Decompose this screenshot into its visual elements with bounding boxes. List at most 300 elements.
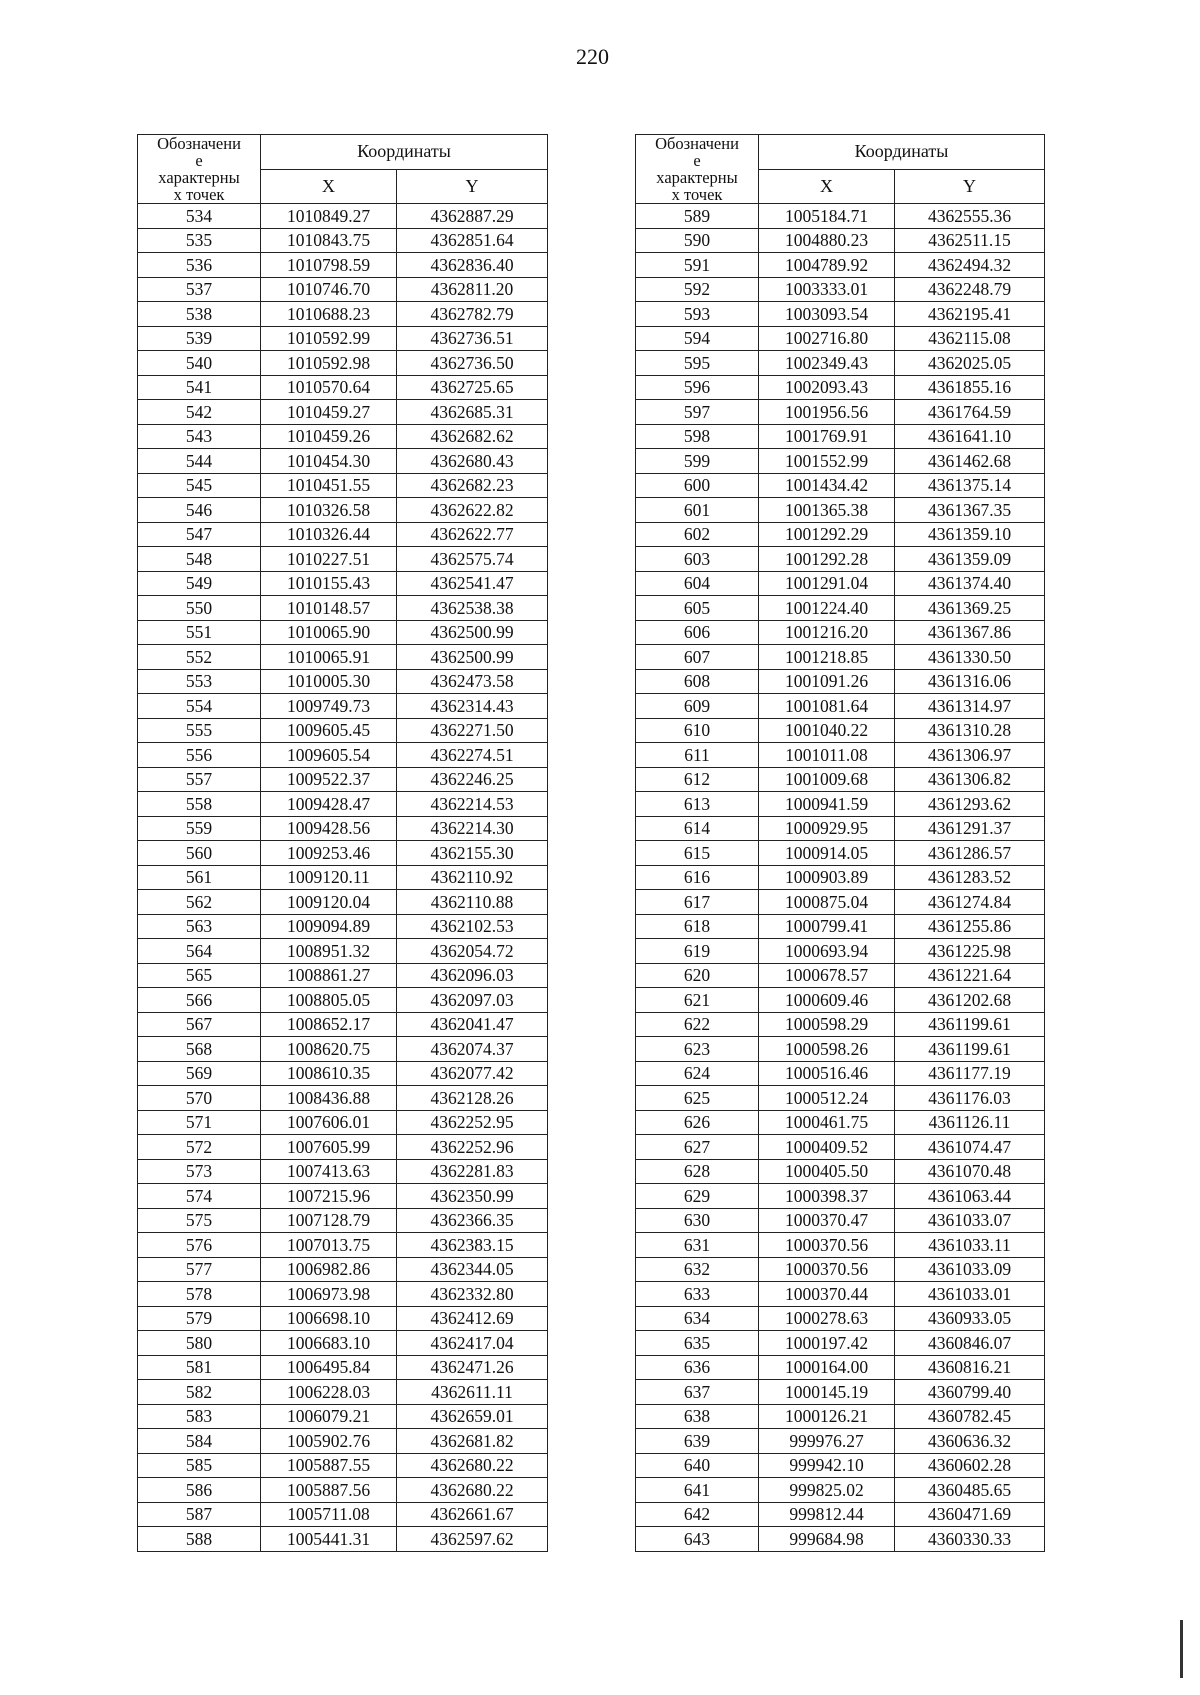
table-row: [138, 1355, 548, 1380]
table-row: [138, 1086, 548, 1111]
point-number-cell: 612: [636, 767, 759, 792]
point-number-cell: 592: [636, 277, 759, 302]
table-row: [636, 620, 1045, 645]
y-coordinate-cell: 4361202.68: [895, 988, 1045, 1013]
x-coordinate-cell: 1010688.23: [261, 302, 397, 327]
y-coordinate-cell: 4360485.65: [895, 1478, 1045, 1503]
x-coordinate-cell: 1000512.24: [759, 1086, 895, 1111]
table-row: [138, 1012, 548, 1037]
y-coordinate-cell: 4361126.11: [895, 1110, 1045, 1135]
point-number-cell: 552: [138, 645, 261, 670]
table-row: [138, 375, 548, 400]
y-coordinate-cell: 4362271.50: [397, 718, 548, 743]
y-coordinate-cell: 4360846.07: [895, 1331, 1045, 1356]
point-number-cell: 595: [636, 351, 759, 376]
coordinates-table-left-body: [138, 204, 548, 1552]
point-number-cell: 560: [138, 841, 261, 866]
y-coordinate-cell: 4362511.15: [895, 228, 1045, 253]
y-coordinate-cell: 4361177.19: [895, 1061, 1045, 1086]
y-coordinate-cell: 4362500.99: [397, 620, 548, 645]
point-number-cell: 538: [138, 302, 261, 327]
point-number-cell: 555: [138, 718, 261, 743]
x-coordinate-cell: 1009094.89: [261, 914, 397, 939]
point-number-cell: 547: [138, 522, 261, 547]
y-coordinate-cell: 4362350.99: [397, 1184, 548, 1209]
table-row: [636, 522, 1045, 547]
table-row: [636, 963, 1045, 988]
x-coordinate-cell: 1010454.30: [261, 449, 397, 474]
y-coordinate-cell: 4361255.86: [895, 914, 1045, 939]
y-coordinate-cell: 4361306.82: [895, 767, 1045, 792]
point-number-cell: 558: [138, 792, 261, 817]
x-coordinate-cell: 1007413.63: [261, 1159, 397, 1184]
table-row: [138, 669, 548, 694]
table-row: [138, 1159, 548, 1184]
x-coordinate-cell: 1010459.27: [261, 400, 397, 425]
coordinates-header: Координаты: [261, 135, 548, 170]
point-number-cell: 550: [138, 596, 261, 621]
y-coordinate-cell: 4362115.08: [895, 326, 1045, 351]
table-row: [636, 449, 1045, 474]
x-coordinate-cell: 1010005.30: [261, 669, 397, 694]
y-coordinate-cell: 4362725.65: [397, 375, 548, 400]
table-row: [636, 792, 1045, 817]
x-coordinate-cell: 1008805.05: [261, 988, 397, 1013]
point-number-cell: 563: [138, 914, 261, 939]
x-coordinate-cell: 1005902.76: [261, 1429, 397, 1454]
table-row: [636, 473, 1045, 498]
x-coordinate-cell: 1007128.79: [261, 1208, 397, 1233]
y-coordinate-cell: 4362836.40: [397, 253, 548, 278]
table-row: [138, 1527, 548, 1552]
x-coordinate-cell: 1000903.89: [759, 865, 895, 890]
table-row: [636, 204, 1045, 229]
scan-edge-mark: [1180, 1620, 1183, 1678]
table-row: [636, 1208, 1045, 1233]
table-row: [636, 841, 1045, 866]
table-row: [636, 1380, 1045, 1405]
x-coordinate-cell: 1010155.43: [261, 571, 397, 596]
point-number-cell: 626: [636, 1110, 759, 1135]
y-header: Y: [895, 169, 1045, 204]
x-coordinate-cell: 1010065.90: [261, 620, 397, 645]
point-number-cell: 635: [636, 1331, 759, 1356]
point-number-cell: 572: [138, 1135, 261, 1160]
x-coordinate-cell: 1010065.91: [261, 645, 397, 670]
table-row: [138, 571, 548, 596]
point-number-cell: 577: [138, 1257, 261, 1282]
y-coordinate-cell: 4362110.92: [397, 865, 548, 890]
point-number-cell: 641: [636, 1478, 759, 1503]
y-coordinate-cell: 4360816.21: [895, 1355, 1045, 1380]
x-coordinate-cell: 1007013.75: [261, 1233, 397, 1258]
y-coordinate-cell: 4361306.97: [895, 743, 1045, 768]
x-coordinate-cell: 1001040.22: [759, 718, 895, 743]
point-number-cell: 591: [636, 253, 759, 278]
point-number-cell: 608: [636, 669, 759, 694]
point-number-cell: 567: [138, 1012, 261, 1037]
table-row: [138, 1135, 548, 1160]
point-number-cell: 570: [138, 1086, 261, 1111]
y-coordinate-cell: 4362681.82: [397, 1429, 548, 1454]
x-coordinate-cell: 1000370.56: [759, 1257, 895, 1282]
y-coordinate-cell: 4361855.16: [895, 375, 1045, 400]
y-coordinate-cell: 4361375.14: [895, 473, 1045, 498]
x-coordinate-cell: 1007605.99: [261, 1135, 397, 1160]
y-coordinate-cell: 4361199.61: [895, 1037, 1045, 1062]
y-coordinate-cell: 4362887.29: [397, 204, 548, 229]
point-number-cell: 582: [138, 1380, 261, 1405]
table-row: [636, 498, 1045, 523]
y-coordinate-cell: 4361033.01: [895, 1282, 1045, 1307]
x-coordinate-cell: 1004880.23: [759, 228, 895, 253]
x-coordinate-cell: 1001552.99: [759, 449, 895, 474]
x-coordinate-cell: 1006683.10: [261, 1331, 397, 1356]
table-row: [138, 302, 548, 327]
point-number-cell: 562: [138, 890, 261, 915]
table-row: [138, 694, 548, 719]
y-coordinate-cell: 4362682.23: [397, 473, 548, 498]
table-row: [636, 596, 1045, 621]
table-row: [138, 1478, 548, 1503]
y-coordinate-cell: 4362314.43: [397, 694, 548, 719]
point-number-cell: 588: [138, 1527, 261, 1552]
y-coordinate-cell: 4362541.47: [397, 571, 548, 596]
point-number-cell: 639: [636, 1429, 759, 1454]
x-coordinate-cell: 1006698.10: [261, 1306, 397, 1331]
point-number-cell: 599: [636, 449, 759, 474]
point-number-cell: 631: [636, 1233, 759, 1258]
x-coordinate-cell: 1009120.04: [261, 890, 397, 915]
x-coordinate-cell: 1010459.26: [261, 424, 397, 449]
point-number-cell: 568: [138, 1037, 261, 1062]
table-row: [138, 1110, 548, 1135]
table-row: [138, 743, 548, 768]
point-number-cell: 534: [138, 204, 261, 229]
point-number-cell: 542: [138, 400, 261, 425]
table-row: [138, 449, 548, 474]
point-number-cell: 579: [138, 1306, 261, 1331]
y-coordinate-cell: 4362252.96: [397, 1135, 548, 1160]
point-number-cell: 613: [636, 792, 759, 817]
y-coordinate-cell: 4361221.64: [895, 963, 1045, 988]
y-coordinate-cell: 4361063.44: [895, 1184, 1045, 1209]
y-coordinate-cell: 4362128.26: [397, 1086, 548, 1111]
y-coordinate-cell: 4362366.35: [397, 1208, 548, 1233]
x-coordinate-cell: 999976.27: [759, 1429, 895, 1454]
table-row: [138, 1453, 548, 1478]
point-number-cell: 578: [138, 1282, 261, 1307]
y-coordinate-cell: 4360330.33: [895, 1527, 1045, 1552]
table-row: [138, 473, 548, 498]
point-number-cell: 535: [138, 228, 261, 253]
point-number-cell: 622: [636, 1012, 759, 1037]
x-coordinate-cell: 999942.10: [759, 1453, 895, 1478]
point-number-cell: 548: [138, 547, 261, 572]
x-coordinate-cell: 1005184.71: [759, 204, 895, 229]
y-coordinate-cell: 4362500.99: [397, 645, 548, 670]
y-coordinate-cell: 4362611.11: [397, 1380, 548, 1405]
y-coordinate-cell: 4361033.07: [895, 1208, 1045, 1233]
table-row: [636, 375, 1045, 400]
point-number-cell: 633: [636, 1282, 759, 1307]
table-row: [636, 1233, 1045, 1258]
y-coordinate-cell: 4361033.11: [895, 1233, 1045, 1258]
point-number-cell: 574: [138, 1184, 261, 1209]
table-row: [636, 1306, 1045, 1331]
x-coordinate-cell: 1009253.46: [261, 841, 397, 866]
x-coordinate-cell: 1001956.56: [759, 400, 895, 425]
point-number-cell: 607: [636, 645, 759, 670]
x-coordinate-cell: 1010326.58: [261, 498, 397, 523]
x-coordinate-cell: 1000929.95: [759, 816, 895, 841]
table-row: [138, 841, 548, 866]
x-coordinate-cell: 1010148.57: [261, 596, 397, 621]
point-number-cell: 565: [138, 963, 261, 988]
point-number-cell: 585: [138, 1453, 261, 1478]
y-coordinate-cell: 4362054.72: [397, 939, 548, 964]
y-coordinate-cell: 4361359.10: [895, 522, 1045, 547]
y-coordinate-cell: 4362622.82: [397, 498, 548, 523]
x-coordinate-cell: 1009120.11: [261, 865, 397, 890]
table-row: [636, 865, 1045, 890]
x-coordinate-cell: 1000278.63: [759, 1306, 895, 1331]
point-number-cell: 617: [636, 890, 759, 915]
table-row: [636, 890, 1045, 915]
y-coordinate-cell: 4360933.05: [895, 1306, 1045, 1331]
x-coordinate-cell: 1000370.47: [759, 1208, 895, 1233]
table-row: [636, 1502, 1045, 1527]
table-row: [636, 1478, 1045, 1503]
y-coordinate-cell: 4361283.52: [895, 865, 1045, 890]
x-coordinate-cell: 1001292.29: [759, 522, 895, 547]
y-coordinate-cell: 4362214.53: [397, 792, 548, 817]
x-coordinate-cell: 1005887.56: [261, 1478, 397, 1503]
y-coordinate-cell: 4362622.77: [397, 522, 548, 547]
x-coordinate-cell: 1002716.80: [759, 326, 895, 351]
y-coordinate-cell: 4361293.62: [895, 792, 1045, 817]
point-number-cell: 561: [138, 865, 261, 890]
y-coordinate-cell: 4362096.03: [397, 963, 548, 988]
point-number-cell: 643: [636, 1527, 759, 1552]
table-row: [138, 1404, 548, 1429]
table-row: [636, 277, 1045, 302]
table-row: [636, 1184, 1045, 1209]
table-row: [138, 1380, 548, 1405]
x-coordinate-cell: 1010592.99: [261, 326, 397, 351]
y-coordinate-cell: 4360782.45: [895, 1404, 1045, 1429]
x-coordinate-cell: 1000598.29: [759, 1012, 895, 1037]
table-row: [138, 522, 548, 547]
table-row: [138, 1037, 548, 1062]
y-coordinate-cell: 4362538.38: [397, 596, 548, 621]
x-coordinate-cell: 1000126.21: [759, 1404, 895, 1429]
y-coordinate-cell: 4362041.47: [397, 1012, 548, 1037]
point-number-cell: 546: [138, 498, 261, 523]
table-row: [138, 816, 548, 841]
y-coordinate-cell: 4362246.25: [397, 767, 548, 792]
y-coordinate-cell: 4362077.42: [397, 1061, 548, 1086]
point-number-cell: 581: [138, 1355, 261, 1380]
point-number-cell: 610: [636, 718, 759, 743]
table-row: [138, 498, 548, 523]
point-number-cell: 625: [636, 1086, 759, 1111]
point-number-cell: 539: [138, 326, 261, 351]
x-coordinate-cell: 1001292.28: [759, 547, 895, 572]
y-coordinate-cell: 4361462.68: [895, 449, 1045, 474]
x-coordinate-cell: 1000409.52: [759, 1135, 895, 1160]
x-coordinate-cell: 1000164.00: [759, 1355, 895, 1380]
table-row: [636, 694, 1045, 719]
point-number-cell: 544: [138, 449, 261, 474]
point-number-cell: 569: [138, 1061, 261, 1086]
y-coordinate-cell: 4362214.30: [397, 816, 548, 841]
y-coordinate-cell: 4362471.26: [397, 1355, 548, 1380]
point-number-cell: 605: [636, 596, 759, 621]
y-coordinate-cell: 4362661.67: [397, 1502, 548, 1527]
table-row: [636, 351, 1045, 376]
x-coordinate-cell: 1001218.85: [759, 645, 895, 670]
table-row: [138, 1257, 548, 1282]
y-coordinate-cell: 4361291.37: [895, 816, 1045, 841]
table-row: [138, 400, 548, 425]
point-number-cell: 587: [138, 1502, 261, 1527]
x-coordinate-cell: 999812.44: [759, 1502, 895, 1527]
x-coordinate-cell: 1008620.75: [261, 1037, 397, 1062]
table-row: [636, 939, 1045, 964]
y-coordinate-cell: 4362680.22: [397, 1453, 548, 1478]
x-coordinate-cell: 1001434.42: [759, 473, 895, 498]
table-row: [138, 228, 548, 253]
y-coordinate-cell: 4362736.51: [397, 326, 548, 351]
table-row: [636, 645, 1045, 670]
table-row: [138, 1184, 548, 1209]
table-row: [636, 1331, 1045, 1356]
x-coordinate-cell: 1010570.64: [261, 375, 397, 400]
table-row: [636, 326, 1045, 351]
table-row: [138, 351, 548, 376]
point-number-cell: 576: [138, 1233, 261, 1258]
x-coordinate-cell: 1000370.44: [759, 1282, 895, 1307]
point-number-cell: 598: [636, 424, 759, 449]
point-number-cell: 642: [636, 1502, 759, 1527]
y-coordinate-cell: 4362811.20: [397, 277, 548, 302]
table-row: [636, 988, 1045, 1013]
table-row: [138, 767, 548, 792]
table-row: [636, 1086, 1045, 1111]
table-row: [138, 596, 548, 621]
point-number-cell: 549: [138, 571, 261, 596]
x-coordinate-cell: 1001011.08: [759, 743, 895, 768]
table-row: [138, 1331, 548, 1356]
x-coordinate-cell: 1010849.27: [261, 204, 397, 229]
y-coordinate-cell: 4361369.25: [895, 596, 1045, 621]
point-number-cell: 632: [636, 1257, 759, 1282]
table-row: [636, 253, 1045, 278]
x-coordinate-cell: 1007606.01: [261, 1110, 397, 1135]
y-coordinate-cell: 4361764.59: [895, 400, 1045, 425]
table-row: [138, 1502, 548, 1527]
y-coordinate-cell: 4362195.41: [895, 302, 1045, 327]
point-number-cell: 600: [636, 473, 759, 498]
y-coordinate-cell: 4362680.43: [397, 449, 548, 474]
point-number-cell: 628: [636, 1159, 759, 1184]
table-row: [636, 718, 1045, 743]
y-coordinate-cell: 4361070.48: [895, 1159, 1045, 1184]
point-number-cell: 553: [138, 669, 261, 694]
table-row: [138, 1208, 548, 1233]
table-row: [636, 767, 1045, 792]
point-number-cell: 615: [636, 841, 759, 866]
table-row: [138, 326, 548, 351]
table-row: [138, 277, 548, 302]
point-number-cell: 554: [138, 694, 261, 719]
x-coordinate-cell: 1000197.42: [759, 1331, 895, 1356]
point-number-cell: 636: [636, 1355, 759, 1380]
x-coordinate-cell: 1001091.26: [759, 669, 895, 694]
y-coordinate-cell: 4362155.30: [397, 841, 548, 866]
point-number-cell: 541: [138, 375, 261, 400]
table-row: [636, 816, 1045, 841]
point-number-cell: 573: [138, 1159, 261, 1184]
y-coordinate-cell: 4362332.80: [397, 1282, 548, 1307]
y-coordinate-cell: 4362102.53: [397, 914, 548, 939]
x-header: X: [261, 169, 397, 204]
x-coordinate-cell: 1001216.20: [759, 620, 895, 645]
x-coordinate-cell: 1000678.57: [759, 963, 895, 988]
x-coordinate-cell: 1000609.46: [759, 988, 895, 1013]
x-coordinate-cell: 1000914.05: [759, 841, 895, 866]
point-number-cell: 638: [636, 1404, 759, 1429]
table-row: [636, 1159, 1045, 1184]
point-number-cell: 609: [636, 694, 759, 719]
point-number-cell: 623: [636, 1037, 759, 1062]
table-row: [138, 253, 548, 278]
point-number-cell: 637: [636, 1380, 759, 1405]
point-number-cell: 611: [636, 743, 759, 768]
x-coordinate-cell: 1001009.68: [759, 767, 895, 792]
point-number-cell: 602: [636, 522, 759, 547]
x-coordinate-cell: 1003093.54: [759, 302, 895, 327]
table-row: [636, 1429, 1045, 1454]
point-number-cell: 556: [138, 743, 261, 768]
x-coordinate-cell: 1000461.75: [759, 1110, 895, 1135]
table-row: [636, 1453, 1045, 1478]
table-row: [636, 1135, 1045, 1160]
y-coordinate-cell: 4361274.84: [895, 890, 1045, 915]
y-coordinate-cell: 4362248.79: [895, 277, 1045, 302]
table-row: [138, 865, 548, 890]
point-number-cell: 564: [138, 939, 261, 964]
table-row: [138, 1282, 548, 1307]
y-coordinate-cell: 4362344.05: [397, 1257, 548, 1282]
x-coordinate-cell: 1007215.96: [261, 1184, 397, 1209]
x-coordinate-cell: 1009749.73: [261, 694, 397, 719]
x-coordinate-cell: 1009605.45: [261, 718, 397, 743]
table-row: [636, 1355, 1045, 1380]
table-row: [636, 571, 1045, 596]
point-number-cell: 593: [636, 302, 759, 327]
point-number-cell: 619: [636, 939, 759, 964]
point-number-cell: 624: [636, 1061, 759, 1086]
x-coordinate-cell: 1000145.19: [759, 1380, 895, 1405]
x-coordinate-cell: 1006228.03: [261, 1380, 397, 1405]
y-coordinate-cell: 4362555.36: [895, 204, 1045, 229]
table-row: [636, 228, 1045, 253]
y-coordinate-cell: 4362597.62: [397, 1527, 548, 1552]
table-row: [636, 1012, 1045, 1037]
point-number-cell: 629: [636, 1184, 759, 1209]
